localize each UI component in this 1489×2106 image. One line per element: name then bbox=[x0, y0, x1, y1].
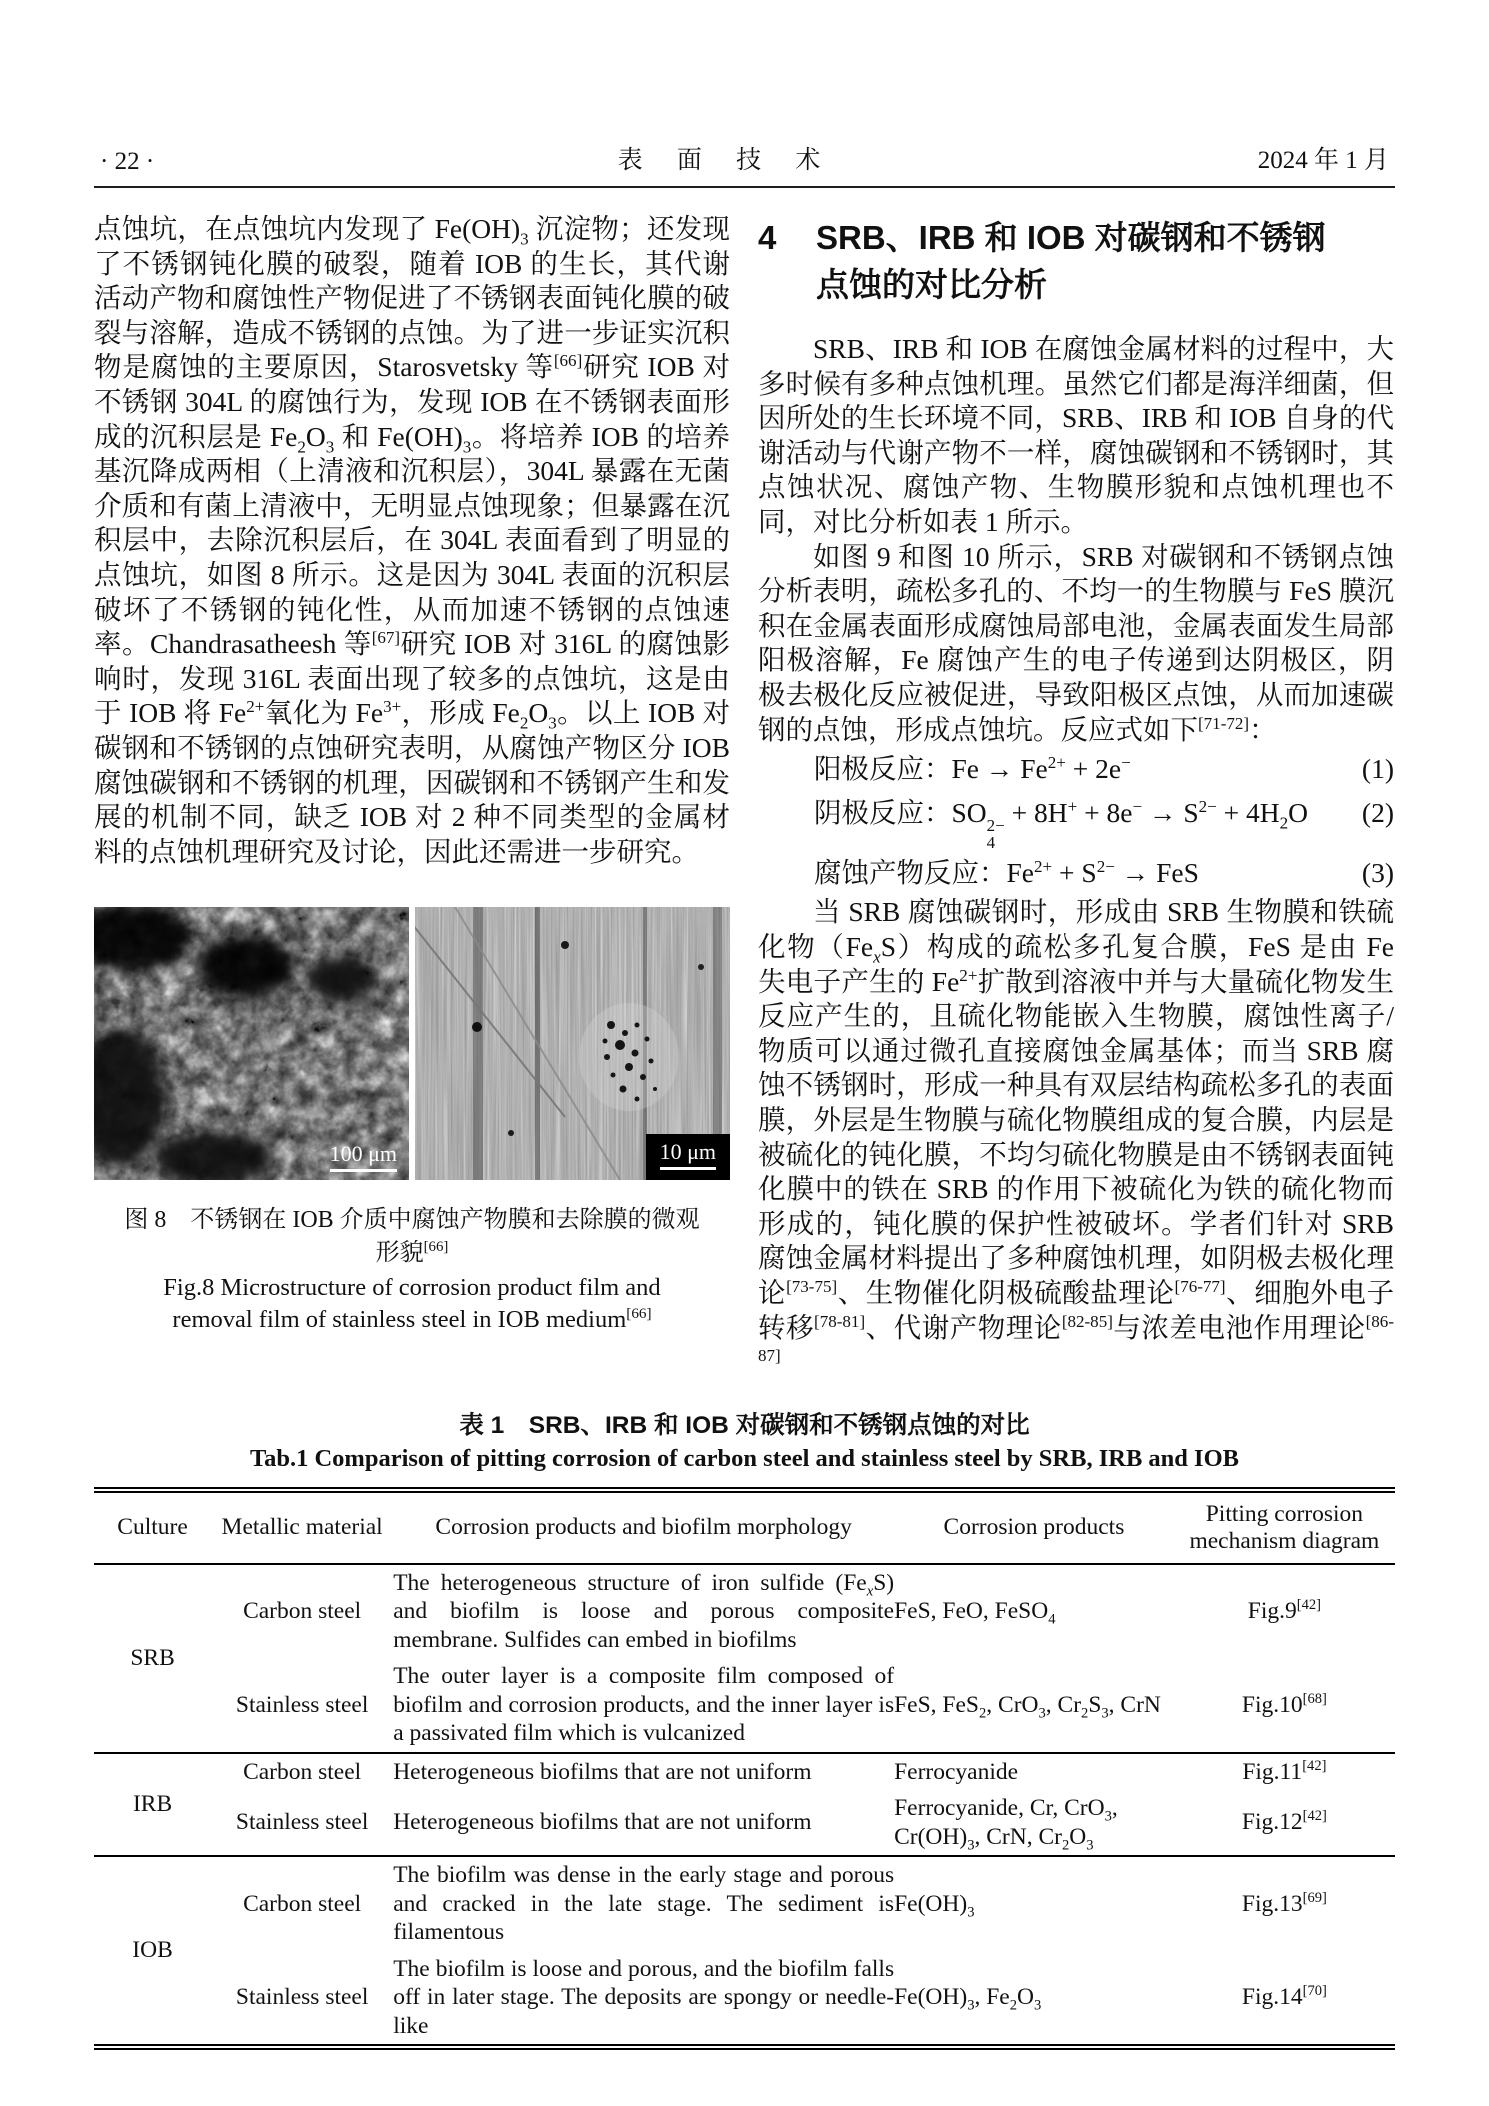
material-cell: Stainless steel bbox=[235, 1691, 369, 1718]
morphology-cell: The biofilm was dense in the early stage and porous and cracked in the late stage. The sediment is filamentous bbox=[393, 1856, 894, 1951]
table-row bbox=[94, 1951, 1395, 2048]
equation-corrosion-product bbox=[758, 851, 1394, 895]
equation-cathodic bbox=[758, 791, 1394, 851]
material-cell: Stainless steel bbox=[235, 1809, 369, 1836]
section-title: SRB、IRB 和 IOB 对碳钢和不锈钢点蚀的对比分析 bbox=[816, 219, 1326, 303]
products-cell: Ferrocyanide bbox=[894, 1753, 1174, 1791]
table-1-caption-en: Tab.1 Comparison of pitting corrosion of carbon steel and stainless steel by SRB, IRB and IOB bbox=[250, 1444, 1239, 1472]
body-paragraph-continued: 点蚀坑，在点蚀坑内发现了 $Fe(OH)_3$ 沉淀物；还发现了不锈钢钝化膜的破裂，随着 IOB 的生长，其代谢活动产物和腐蚀性产物促进了不锈钢表面钝化膜的破裂与溶解，造成不锈钢的点蚀。为了进一步证实沉积物是腐蚀的主要原因，Starosvetsky 等[66]研究 IOB 对不锈钢 304L 的腐蚀行为，发现 IOB 在不锈钢表面形成的沉积层是 $Fe_2O_3$ 和 $Fe(OH)_3$。将培养 IOB 的培养基沉降成两相（上清液和沉积层），304L 暴露在无菌介质和有菌上清液中，无明显点蚀现象；但暴露在沉积层中，去除沉积层后，在 304L 表面看到了明显的点蚀坑，如图 8 所示。这是因为 304L 表面的沉积层破坏了不锈钢的钝化性，从而加速不锈钢的点蚀速率。Chandrasatheesh 等[67]研究 IOB 对 316L 的腐蚀影响时，发现 316L 表面出现了较多的点蚀坑，这是由于 IOB 将 $Fe^{2+}$氧化为 $Fe^{3+}$，形成 $Fe_2O_3$。以上 IOB 对碳钢和不锈钢的点蚀研究表明，从腐蚀产物区分 IOB 腐蚀碳钢和不锈钢的机理，因碳钢和不锈钢产生和发展的机制不同，缺乏 IOB 对 2 种不同类型的金属材料的点蚀机理研究及讨论，因此还需进一步研究。 bbox=[94, 213, 731, 867]
products-cell: FeS, FeO, FeSO$_4$ bbox=[894, 1598, 1056, 1628]
material-cell: Carbon steel bbox=[211, 1856, 393, 1951]
header-metallic-material: Metallic material bbox=[211, 1490, 393, 1564]
equation-number: (3) bbox=[1361, 857, 1394, 889]
table-1-caption-cn: 表 1 SRB、IRB 和 IOB 对碳钢和不锈钢点蚀的对比 bbox=[459, 1411, 1030, 1439]
table-1-block bbox=[94, 1406, 1395, 2051]
header-rule bbox=[94, 186, 1395, 188]
scalebar-line bbox=[660, 1167, 716, 1170]
header-morphology: Corrosion products and biofilm morphology bbox=[393, 1490, 894, 1564]
equation-body: 阴极反应：SO 2− 4 + $8H^+ + 8e^- \to S^{2-} + 4H_2O$ bbox=[814, 796, 1309, 853]
material-cell: Stainless steel bbox=[235, 1984, 369, 2011]
sem-image-removed-film bbox=[415, 907, 730, 1180]
products-cell: $Fe(OH)_3$, $Fe_2O_3$ bbox=[894, 1984, 1042, 2014]
equation-body: 阳极反应：$Fe \to Fe^{2+} + 2e^-$ bbox=[814, 752, 1131, 785]
diagram-cell: Fig.11[42] bbox=[1174, 1753, 1395, 1791]
table-header-row bbox=[94, 1490, 1395, 1564]
equation-body: 腐蚀产物反应：$Fe^{2+} + S^{2-}$ → FeS bbox=[814, 857, 1199, 889]
equation-number: (1) bbox=[1361, 753, 1394, 785]
two-column-body bbox=[94, 212, 1395, 1380]
diagram-cell: Fig.10[68] bbox=[1241, 1690, 1327, 1718]
culture-cell: IRB bbox=[94, 1753, 211, 1857]
section-heading bbox=[758, 214, 1394, 308]
products-cell: $Fe(OH)_3$ bbox=[894, 1856, 1174, 1951]
sem-image-corrosion-product-film bbox=[94, 907, 409, 1180]
issue-date: 2024 年 1 月 bbox=[1257, 147, 1389, 174]
scalebar-10um: 10 μm bbox=[646, 1134, 730, 1180]
journal-title: 表 面 技 术 bbox=[617, 147, 835, 174]
table-row bbox=[94, 1753, 1395, 1791]
diagram-cell: Fig.12[42] bbox=[1241, 1808, 1327, 1836]
morphology-cell: The outer layer is a composite film composed of biofilm and corrosion products, and the inner layer is a passivated film which is vulcanized bbox=[393, 1663, 895, 1747]
equation-anodic bbox=[758, 747, 1394, 791]
header-culture: Culture bbox=[94, 1490, 211, 1564]
body-paragraph: 当 SRB 腐蚀碳钢时，形成由 SRB 生物膜和铁硫化物$(Fe_xS)$构成的疏松多孔复合膜，FeS 是由 Fe 失电子产生的 $Fe^{2+}$扩散到溶液中并与大量硫化物发生反应产生的，且硫化物能嵌入生物膜，腐蚀性离子/物质可以通过微孔直接腐蚀金属基体；而当 SRB 腐蚀不锈钢时，形成一种具有双层结构疏松多孔的表面膜，外层是生物膜与硫化物膜组成的复合膜，内层是被硫化的钝化膜，不均匀硫化物膜是由不锈钢表面钝化膜中的铁在 SRB 的作用下被硫化为铁的硫化物而形成的，钝化膜的保护性被破坏。学者们针对 SRB 腐蚀金属材料提出了多种腐蚀机理，如阴极去极化理论[73-75]、生物催化阴极硫酸盐理论[76-77]、细胞外电子转移[78-81]、代谢产物理论[82-85]与浓差电池作用理论[86-87] bbox=[758, 896, 1395, 1365]
morphology-cell: The biofilm is loose and porous, and the biofilm falls off in later stage. The deposits are spongy or needle-like bbox=[393, 1955, 895, 2039]
diagram-cell: Fig.9[42] bbox=[1247, 1597, 1322, 1625]
section-number: 4 bbox=[758, 219, 777, 256]
header-corrosion-products: Corrosion products bbox=[894, 1490, 1174, 1564]
culture-cell: IOB bbox=[94, 1856, 211, 2047]
figure-8-caption-cn: 图 8 不锈钢在 IOB 介质中腐蚀产物膜和去除膜的微观形貌[66] bbox=[124, 1207, 700, 1267]
table-row bbox=[94, 1564, 1395, 1659]
culture-cell: SRB bbox=[130, 1644, 175, 1671]
figure-8-panels bbox=[94, 907, 730, 1180]
material-cell: Carbon steel bbox=[243, 1598, 362, 1625]
diagram-cell: Fig.13[69] bbox=[1174, 1856, 1395, 1951]
header-mechanism-diagram: Pitting corrosion mechanism diagram bbox=[1174, 1490, 1395, 1564]
table-row bbox=[94, 1790, 1395, 1856]
products-cell: FeS, FeS$_2$, CrO$_3$, $Cr_2S_3$, CrN bbox=[894, 1691, 1161, 1722]
morphology-cell: Heterogeneous biofilms that are not uniform bbox=[393, 1753, 894, 1791]
diagram-cell: Fig.14[70] bbox=[1241, 1983, 1327, 2011]
left-column bbox=[94, 212, 730, 1380]
sem-texture-cracked bbox=[94, 907, 409, 1180]
figure-8 bbox=[94, 907, 730, 1336]
products-cell: Ferrocyanide, Cr, CrO$_3$, $Cr(OH)_3$, CrN, $Cr_2O_3$ bbox=[894, 1795, 1118, 1854]
body-paragraph: SRB、IRB 和 IOB 在腐蚀金属材料的过程中，大多时候有多种点蚀机理。虽然它们都是海洋细菌，但因所处的生长环境不同，SRB、IRB 和 IOB 自身的代谢活动与代谢产物不一样，腐蚀碳钢和不锈钢时，其点蚀状况、腐蚀产物、生物膜形貌和点蚀机理也不同，对比分析如表 1 所示。 bbox=[758, 333, 1394, 537]
table-row bbox=[94, 1856, 1395, 1951]
right-column bbox=[758, 212, 1394, 1380]
morphology-cell: The heterogeneous structure of iron sulfide $(Fe_xS)$ and biofilm is loose and porous composite membrane. Sulfides can embed in biofilms bbox=[393, 1569, 895, 1653]
morphology-cell: Heterogeneous biofilms that are not uniform bbox=[393, 1809, 812, 1836]
comparison-table bbox=[94, 1487, 1395, 2051]
equation-number: (2) bbox=[1361, 797, 1394, 829]
scalebar-100um: 100 μm bbox=[330, 1142, 397, 1172]
figure-8-caption-en: Fig.8 Microstructure of corrosion product film and removal film of stainless steel in IOB medium[66] bbox=[163, 1274, 661, 1334]
body-paragraph: 如图 9 和图 10 所示，SRB 对碳钢和不锈钢点蚀分析表明，疏松多孔的、不均一的生物膜与 FeS 膜沉积在金属表面形成腐蚀局部电池，金属表面发生局部阳极溶解，Fe 腐蚀产生的电子传递到达阴极区，阴极去极化反应被促进，导致阳极区点蚀，从而加速碳钢的点蚀，形成点蚀坑。反应式如下[71-72]： bbox=[758, 540, 1394, 745]
page-number: · 22 · bbox=[100, 148, 155, 175]
table-row bbox=[94, 1658, 1395, 1753]
scalebar-line bbox=[330, 1169, 397, 1172]
material-cell: Carbon steel bbox=[211, 1753, 393, 1791]
page-header bbox=[94, 140, 1395, 186]
